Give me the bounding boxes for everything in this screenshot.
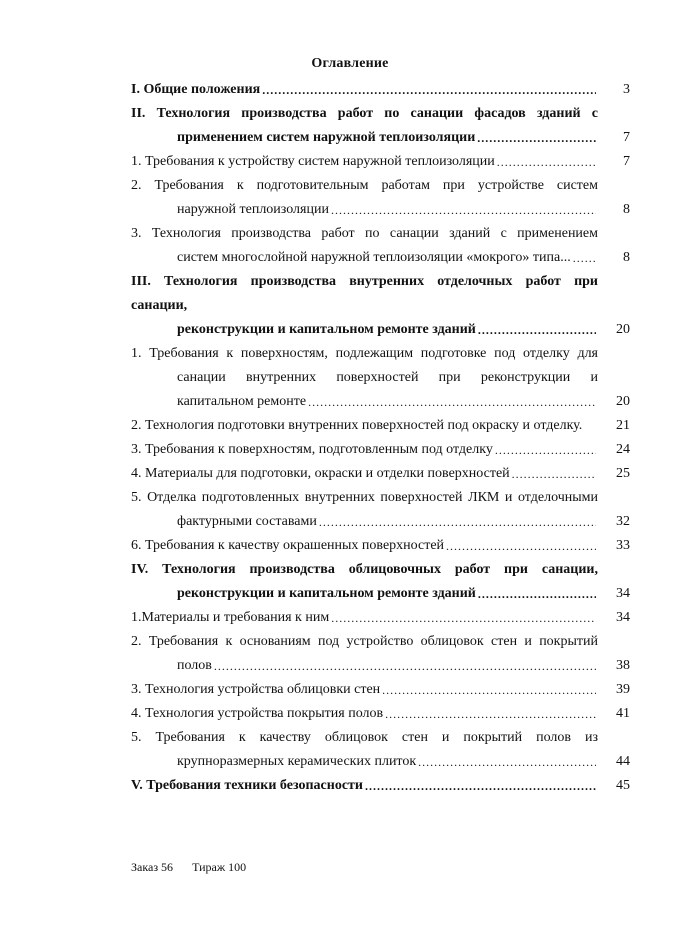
toc-entry bbox=[131, 222, 630, 270]
toc-page-number: 25 bbox=[616, 466, 630, 481]
leader-dots bbox=[446, 534, 596, 558]
toc-page-number: 45 bbox=[616, 778, 630, 793]
toc-entry-text-cont: санации внутренних поверхностей при реконструкции и bbox=[177, 370, 598, 385]
toc-entry bbox=[131, 606, 630, 630]
toc-entry-text-cont: систем многослойной наружной теплоизоляции «мокрого» типа... bbox=[177, 250, 571, 265]
toc-entry-text-cont: наружной теплоизоляции bbox=[177, 202, 329, 217]
toc-entry-text-cont: применением систем наружной теплоизоляции bbox=[177, 130, 476, 145]
leader-dots bbox=[495, 438, 596, 462]
toc-entry bbox=[131, 150, 630, 174]
toc-entry-text: III. Технология производства внутренних отделочных работ при санации, bbox=[131, 274, 598, 313]
leader-dots bbox=[382, 678, 596, 702]
toc-entry bbox=[131, 558, 630, 606]
toc-page-number: 38 bbox=[616, 658, 630, 673]
toc-page-number: 34 bbox=[616, 610, 630, 625]
toc-page-number: 44 bbox=[616, 754, 630, 769]
toc-entry-text: 2. Требования к подготовительным работам при устройстве систем bbox=[131, 178, 598, 193]
leader-dots bbox=[385, 702, 596, 726]
toc-page-number: 8 bbox=[623, 202, 630, 217]
print-run: Тираж 100 bbox=[192, 860, 247, 874]
leader-dots bbox=[573, 246, 596, 270]
toc-title: Оглавление bbox=[311, 56, 389, 71]
toc-entry bbox=[131, 438, 630, 462]
toc-entry bbox=[131, 486, 630, 534]
toc-entry bbox=[131, 702, 630, 726]
leader-dots bbox=[262, 78, 596, 102]
toc-entry-text: 4. Технология устройства покрытия полов bbox=[131, 706, 384, 721]
toc-page-number: 24 bbox=[616, 442, 630, 457]
leader-dots bbox=[478, 582, 596, 606]
table-of-contents bbox=[131, 78, 630, 798]
leader-dots bbox=[331, 606, 596, 630]
leader-dots bbox=[478, 318, 596, 342]
toc-entry-text: 1.Материалы и требования к ним bbox=[131, 610, 330, 625]
toc-entry-text-cont: капитальном ремонте bbox=[177, 394, 307, 409]
toc-entry bbox=[131, 102, 630, 150]
toc-entry-text: 2. Требования к основаниям под устройство облицовок стен и покрытий bbox=[131, 634, 598, 649]
toc-entry bbox=[131, 342, 630, 414]
toc-entry-text: 5. Требования к качеству облицовок стен и покрытий полов из bbox=[131, 730, 598, 745]
toc-entry bbox=[131, 534, 630, 558]
toc-entry-text: 1. Требования к устройству систем наружной теплоизоляции bbox=[131, 154, 495, 169]
toc-entry-text: V. Требования техники безопасности bbox=[131, 778, 363, 793]
toc-entry-text: IV. Технология производства облицовочных работ при санации, bbox=[131, 562, 598, 577]
toc-entry-text: 4. Материалы для подготовки, окраски и отделки поверхностей bbox=[131, 466, 510, 481]
toc-page-number: 7 bbox=[623, 130, 630, 145]
leader-dots bbox=[477, 126, 596, 150]
toc-page-number: 39 bbox=[616, 682, 630, 697]
leader-dots bbox=[319, 510, 596, 534]
leader-dots bbox=[497, 150, 596, 174]
toc-entry bbox=[131, 174, 630, 222]
toc-page-number: 7 bbox=[623, 154, 630, 169]
toc-entry-text: 3. Технология производства работ по санации зданий с применением bbox=[131, 226, 598, 241]
toc-entry-text: 6. Требования к качеству окрашенных поверхностей bbox=[131, 538, 445, 553]
imprint-footer bbox=[131, 860, 262, 875]
order-number: Заказ 56 bbox=[131, 860, 174, 874]
leader-dots bbox=[308, 390, 596, 414]
toc-entry bbox=[131, 462, 630, 486]
toc-entry-text-cont: реконструкции и капитальном ремонте зданий bbox=[177, 586, 476, 601]
toc-entry-text: 3. Технология устройства облицовки стен bbox=[131, 682, 381, 697]
toc-entry bbox=[131, 78, 630, 102]
toc-page-number: 20 bbox=[616, 394, 630, 409]
toc-entry-text: II. Технология производства работ по санации фасадов зданий с bbox=[131, 106, 598, 121]
leader-dots bbox=[512, 462, 596, 486]
leader-dots bbox=[214, 654, 596, 678]
toc-page-number: 3 bbox=[623, 82, 630, 97]
toc-entry-text: I. Общие положения bbox=[131, 82, 261, 97]
toc-entry-text-cont: фактурными составами bbox=[177, 514, 317, 529]
toc-entry-text: 5. Отделка подготовленных внутренних поверхностей ЛКМ и отделочными bbox=[131, 490, 598, 505]
toc-entry bbox=[131, 774, 630, 798]
toc-entry-text-cont: крупноразмерных керамических плиток bbox=[177, 754, 417, 769]
leader-dots bbox=[365, 774, 596, 798]
toc-entry-text-cont: реконструкции и капитальном ремонте зданий bbox=[177, 322, 476, 337]
toc-entry bbox=[131, 630, 630, 678]
toc-page-number: 32 bbox=[616, 514, 630, 529]
toc-page-number: 8 bbox=[623, 250, 630, 265]
toc-entry-text: 2. Технология подготовки внутренних поверхностей под окраску и отделку. bbox=[131, 418, 583, 433]
toc-entry bbox=[131, 726, 630, 774]
toc-entry bbox=[131, 414, 630, 438]
toc-page-number: 20 bbox=[616, 322, 630, 337]
leader-dots bbox=[418, 750, 596, 774]
toc-entry-text: 1. Требования к поверхностям, подлежащим подготовке под отделку для bbox=[131, 346, 598, 361]
toc-entry bbox=[131, 678, 630, 702]
leader-dots bbox=[331, 198, 596, 222]
toc-page-number: 21 bbox=[616, 418, 630, 433]
toc-page-number: 33 bbox=[616, 538, 630, 553]
toc-page-number: 34 bbox=[616, 586, 630, 601]
toc-entry-text-cont: полов bbox=[177, 658, 212, 673]
toc-entry bbox=[131, 270, 630, 342]
toc-entry-text: 3. Требования к поверхностям, подготовленным под отделку bbox=[131, 442, 493, 457]
toc-page-number: 41 bbox=[616, 706, 630, 721]
